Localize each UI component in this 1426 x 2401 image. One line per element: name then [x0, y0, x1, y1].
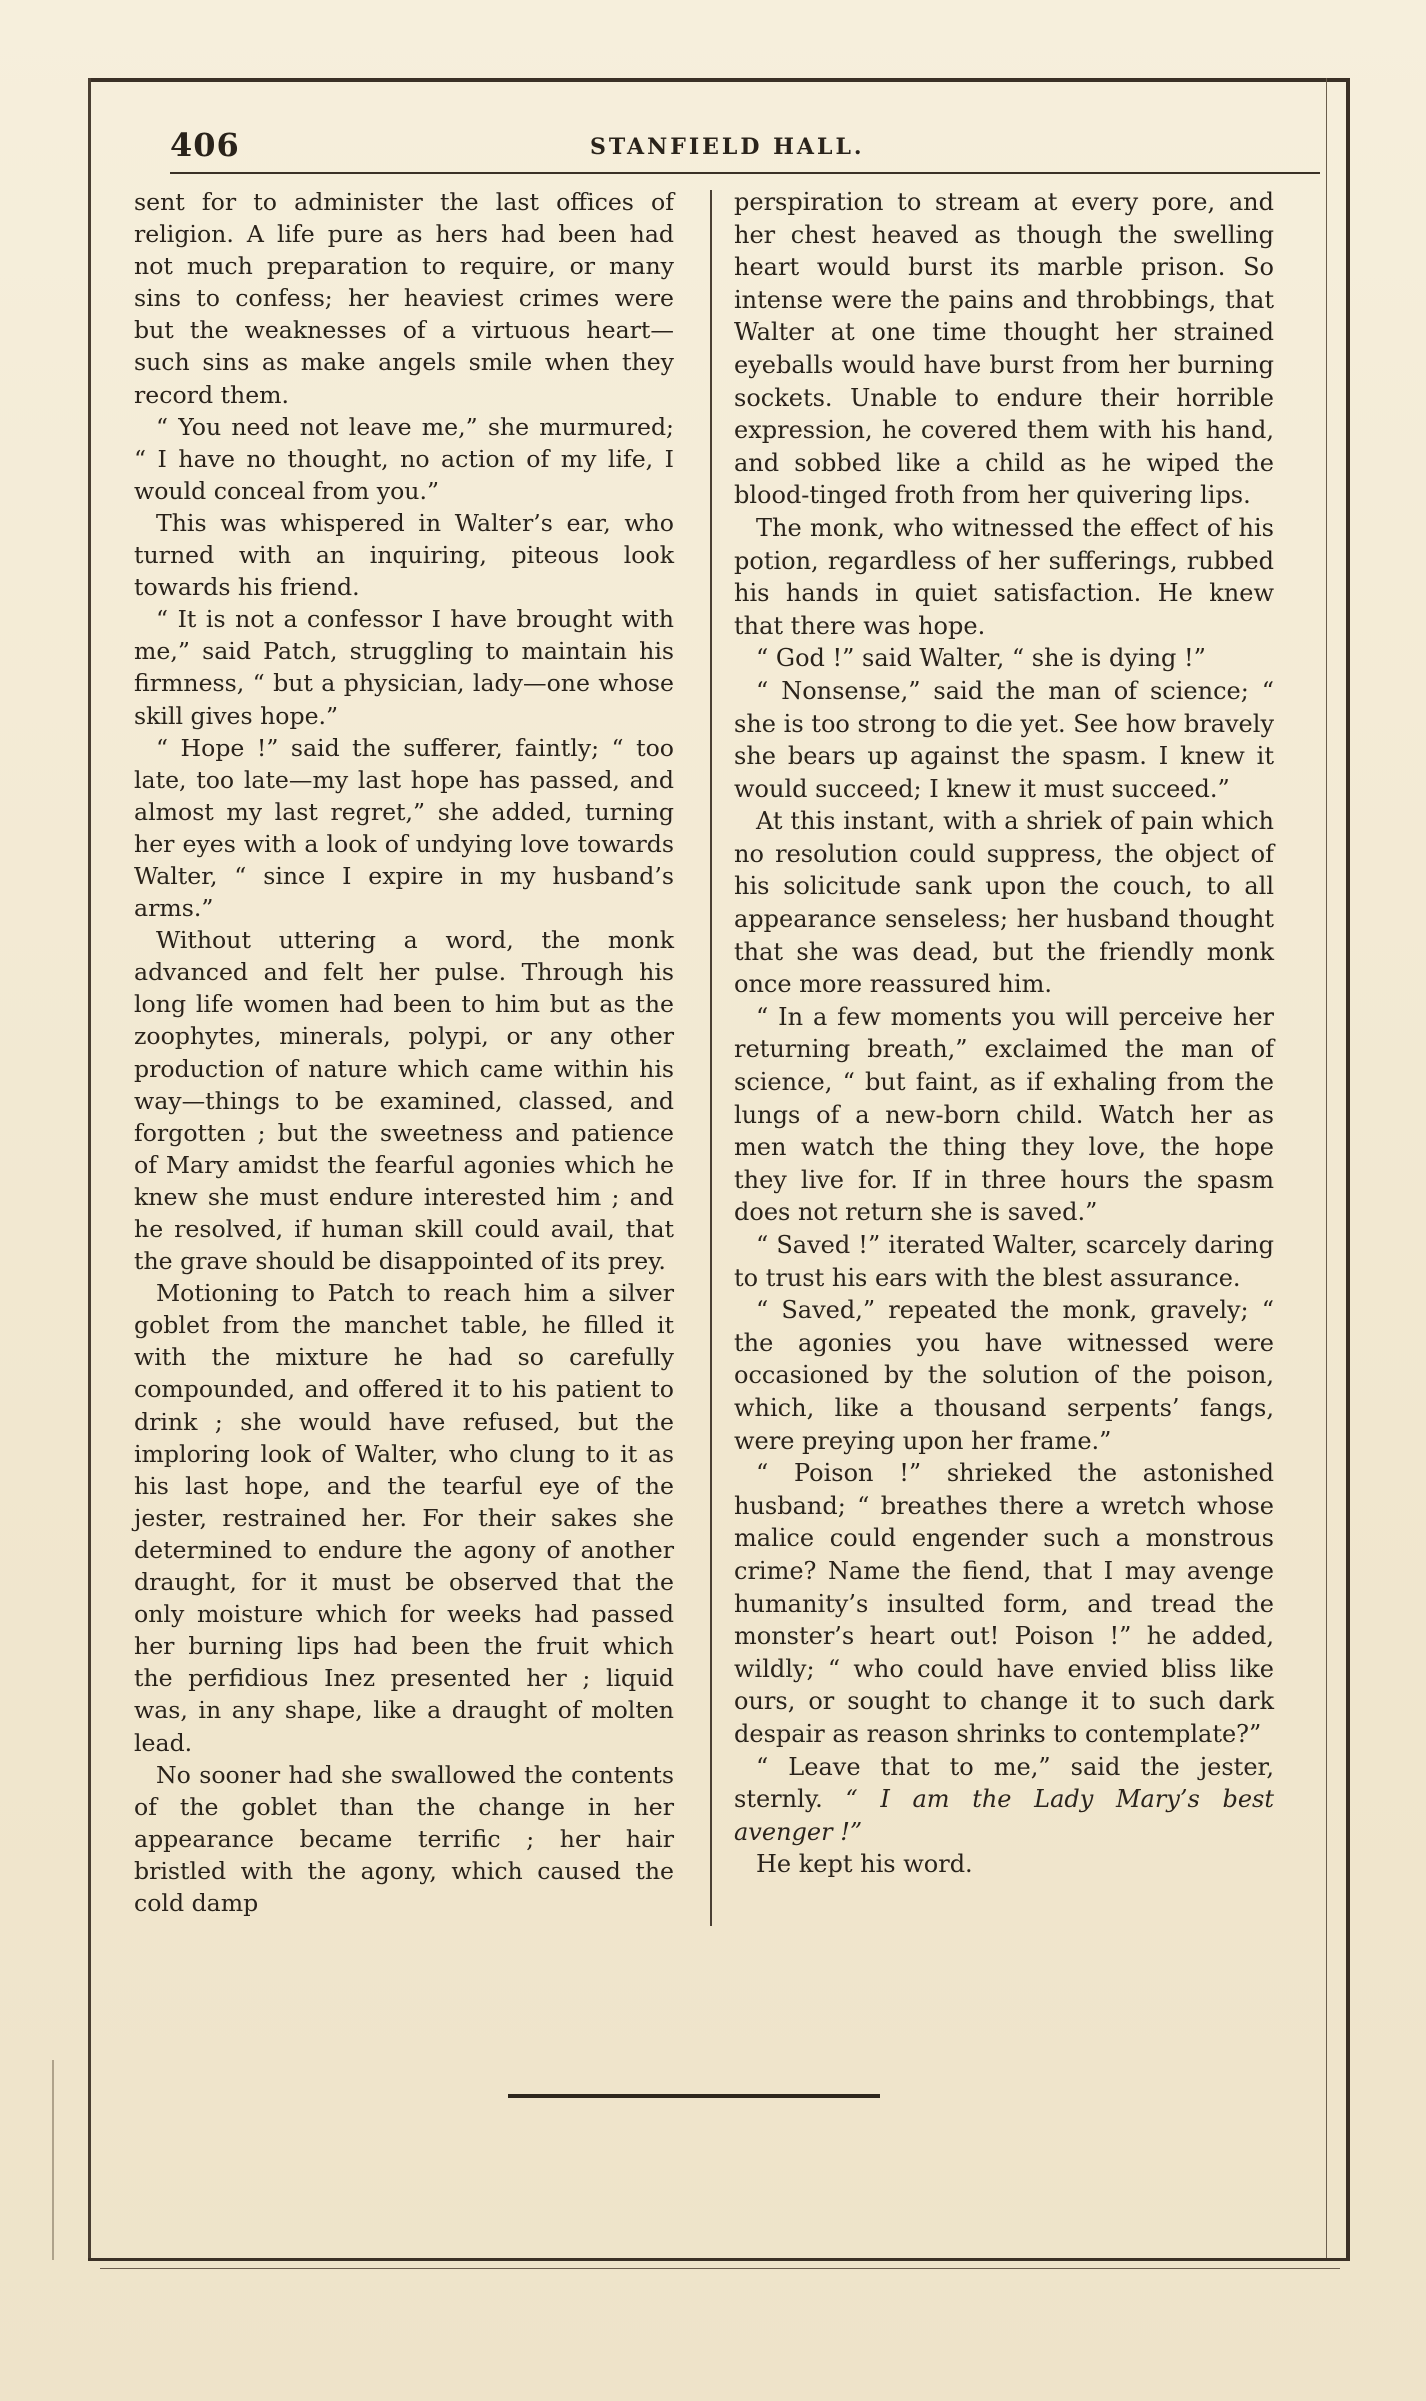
header-rule [170, 172, 1320, 174]
page-frame-bottom-rule [88, 2258, 1350, 2261]
end-of-chapter-rule [508, 2094, 880, 2098]
running-head: STANFIELD HALL. [590, 134, 865, 160]
paragraph: No sooner had she swallowed the contents of the goblet than the change in her appearance became terrific ; her hair bristled with the agony, which caused the cold damp [134, 1760, 674, 1917]
margin-marks [52, 2060, 84, 2260]
paragraph: “ Nonsense,” said the man of science; “ she is too strong to die yet. See how bravely she bears up against the spasm. I knew it would succeed; I knew it must succeed.” [734, 676, 1274, 803]
paragraph: “ In a few moments you will perceive her returning breath,” exclaimed the man of science, “ but faint, as if exhaling from the lungs of a new-born child. Watch her as men watch the thing they love, the hope they live for. If in three hours the spasm does not return she is saved.” [734, 1002, 1274, 1227]
paragraph: “ It is not a confessor I have brought with me,” said Patch, struggling to maintain his firmness, “ but a physician, lady—one whose skill gives hope.” [134, 605, 674, 730]
paragraph: “ Saved,” repeated the monk, gravely; “ the agonies you have witnessed were occasioned by the solution of the poison, which, like a thousand serpents’ fangs, were preying upon her frame.” [734, 1296, 1274, 1455]
page-frame-left-rule [88, 78, 91, 2258]
paragraph: “ God !” said Walter, “ she is dying !” [756, 644, 1206, 673]
left-column [134, 186, 674, 1919]
paragraph: “ Saved !” iterated Walter, scarcely daring to trust his ears with the blest assurance. [734, 1231, 1274, 1292]
page-frame-right-inner-rule [1326, 78, 1327, 2258]
italic-quote: “ I am the Lady Mary’s best avenger !” [734, 1785, 1274, 1846]
paragraph: “ Hope !” said the sufferer, faintly; “ too late, too late—my last hope has passed, and almost my last regret,” she added, turning her eyes with a look of undying love towards Walter, “ since I expire in my husband’s arms.” [134, 733, 674, 923]
page-frame-right-rule [1346, 78, 1350, 2258]
paragraph: He kept his word. [756, 1850, 973, 1879]
column-divider-rule [710, 190, 712, 1926]
page-frame-top-rule [88, 78, 1350, 82]
right-column [734, 186, 1274, 1881]
paragraph: perspiration to stream at every pore, and her chest heaved as though the swelling heart would burst its marble prison. So intense were the pains and throbbings, that Walter at one time thought her strained eyeballs would have burst from her burning sockets. Unable to endure their horrible expression, he covered them with his hand, and sobbed like a child as he wiped the blood-tinged froth from her quivering lips. [734, 188, 1274, 510]
paragraph: Without uttering a word, the monk advanced and felt her pulse. Through his long life women had been to him but as the zoophytes, minerals, polypi, or any other production of nature which came within his way—things to be examined, classed, and forgotten ; but the sweetness and patience of Mary amidst the fearful agonies which he knew she must endure interested him ; and he resolved, if human skill could avail, that the grave should be disappointed of its prey. [134, 926, 674, 1276]
paragraph: This was whispered in Walter’s ear, who turned with an inquiring, piteous look towards his friend. [134, 508, 674, 602]
page-frame-bottom-inner-rule [100, 2268, 1340, 2269]
page-header [170, 126, 1320, 170]
page-number: 406 [170, 126, 240, 164]
paragraph: “ You need not leave me,” she murmured; “ I have no thought, no action of my life, I would conceal from you.” [134, 412, 674, 505]
paragraph: “ Poison !” shrieked the astonished husband; “ breathes there a wretch whose malice could engender such a monstrous crime? Name the fiend, that I may avenge humanity’s insulted form, and tread the monster’s heart out! Poison !” he added, wildly; “ who could have envied bliss like ours, or sought to change it to such dark despair as reason shrinks to contemplate?” [734, 1459, 1274, 1748]
paragraph-text: “ Leave that to me,” said the jester, sternly. [734, 1752, 1274, 1814]
paragraph: Motioning to Patch to reach him a silver goblet from the manchet table, he filled it with the mixture he had so carefully compounded, and offered it to his patient to drink ; she would have refused, but the imploring look of Walter, who clung to it as his last hope, and the tearful eye of the jester, restrained her. For their sakes she determined to endure the agony of another draught, for it must be observed that the only moisture which for weeks had passed her burning lips had been the fruit which the perfidious Inez presented her ; liquid was, in any shape, like a draught of molten lead. [134, 1279, 674, 1757]
paragraph: At this instant, with a shriek of pain which no resolution could suppress, the object of his solicitude sank upon the couch, to all appearance senseless; her husband thought that she was dead, but the friendly monk once more reassured him. [734, 807, 1274, 999]
paragraph: The monk, who witnessed the effect of his potion, regardless of her sufferings, rubbed his hands in quiet satisfaction. He knew that there was hope. [734, 513, 1274, 640]
paragraph [734, 1751, 1274, 1849]
paragraph: sent for to administer the last offices of religion. A life pure as hers had been had not much preparation to require, or many sins to confess; her heaviest crimes were but the weaknesses of a virtuous heart—such sins as make angels smile when they record them. [134, 188, 674, 409]
